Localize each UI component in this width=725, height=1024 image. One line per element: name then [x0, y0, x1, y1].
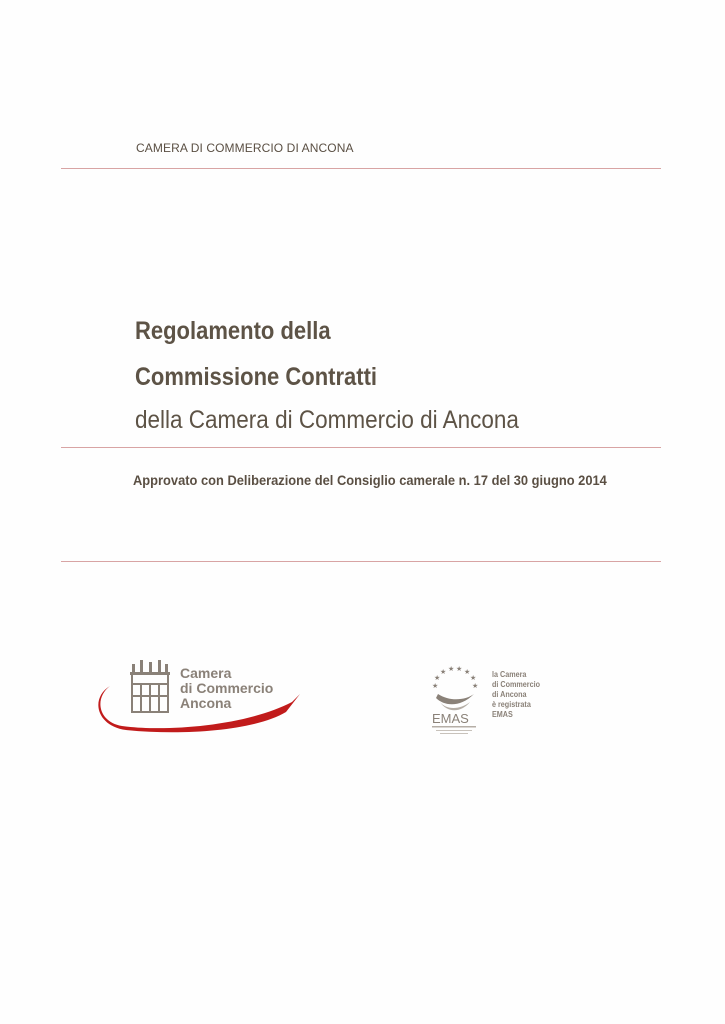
emas-caption-line-3: di Ancona	[492, 690, 527, 699]
approval-note: Approvato con Deliberazione del Consiglio camerale n. 17 del 30 giugno 2014	[133, 472, 607, 488]
logo-camera-line-1: Camera	[180, 665, 232, 681]
svg-text:★: ★	[448, 665, 455, 673]
svg-text:★: ★	[432, 682, 439, 690]
svg-text:★: ★	[456, 665, 463, 673]
emas-caption-line-4: è registrata	[492, 700, 531, 709]
document-subtitle: della Camera di Commercio di Ancona	[135, 406, 519, 434]
document-title-line-2: Commissione Contratti	[135, 363, 378, 391]
svg-text:★: ★	[470, 674, 477, 682]
emas-logo	[426, 664, 566, 740]
emas-caption-line-1: la Camera	[492, 670, 527, 679]
document-title-line-1: Regolamento della	[135, 317, 331, 345]
svg-text:★: ★	[434, 674, 441, 682]
logo-camera-line-2: di Commercio	[180, 680, 274, 696]
approval-divider	[61, 561, 661, 562]
logo-camera-line-3: Ancona	[180, 695, 232, 711]
emas-mark-text: EMAS	[432, 711, 469, 726]
svg-text:★: ★	[464, 668, 471, 676]
header-organization: CAMERA DI COMMERCIO DI ANCONA	[136, 141, 354, 155]
header-divider	[61, 168, 661, 169]
emas-eu-stars-icon	[426, 664, 486, 740]
title-divider	[61, 447, 661, 448]
svg-text:★: ★	[472, 682, 479, 690]
emas-caption-line-2: di Commercio	[492, 680, 541, 689]
emas-caption-line-5: EMAS	[492, 710, 513, 719]
svg-text:★: ★	[440, 668, 447, 676]
camera-commercio-logo	[96, 656, 308, 736]
